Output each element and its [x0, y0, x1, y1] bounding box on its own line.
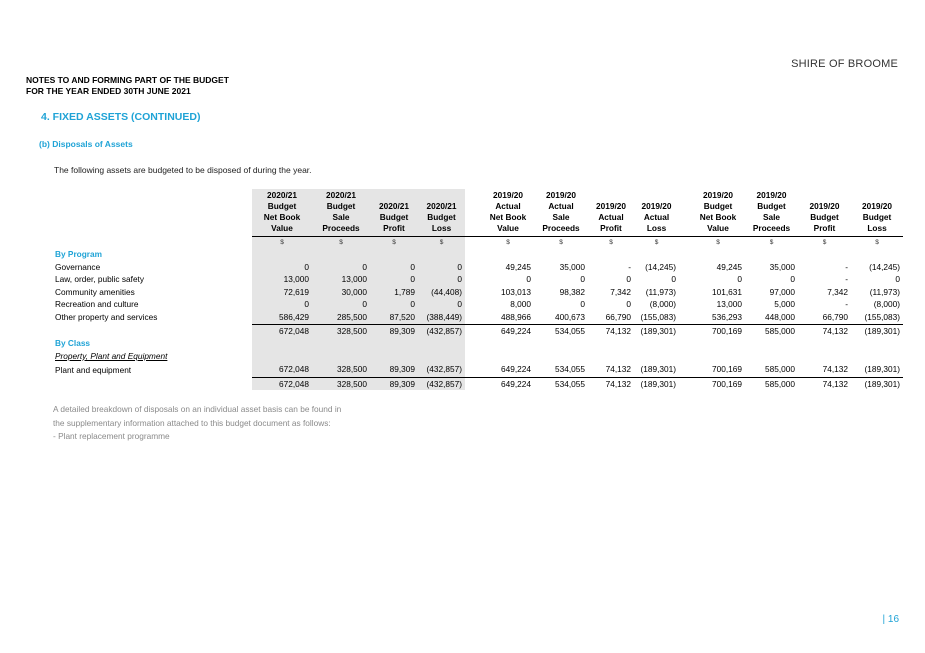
unit-cell: $ — [312, 237, 370, 249]
empty-cell — [634, 337, 679, 350]
empty-cell — [588, 337, 634, 350]
notes-line-2: FOR THE YEAR ENDED 30TH JUNE 2021 — [26, 86, 191, 96]
header-row — [52, 189, 903, 237]
empty-cell — [312, 337, 370, 350]
column-header-line: Proceeds — [752, 223, 791, 233]
column-header — [370, 189, 418, 237]
value-cell: 488,966 — [501, 311, 531, 322]
column-header-line: Value — [271, 223, 293, 233]
gap-cell — [679, 362, 691, 377]
value-cell: 101,631 — [712, 286, 742, 297]
value-cell: 448,000 — [765, 311, 795, 322]
column-header-line: Budget — [267, 201, 297, 211]
column-header-line: Budget — [862, 212, 892, 222]
value-cell: (432,857) — [418, 362, 465, 377]
value-cell: 328,500 — [312, 324, 370, 337]
value-cell: 87,520 — [370, 311, 418, 324]
empty-cell — [534, 337, 588, 350]
value-cell: 30,000 — [312, 286, 370, 299]
row-label: Law, order, public safety — [55, 274, 145, 285]
value-cell: (189,301) — [851, 377, 903, 390]
value-cell: 0 — [626, 274, 631, 285]
column-header-line: 2020/21 — [326, 190, 356, 200]
empty-cell — [252, 248, 312, 261]
value-cell: 0 — [370, 261, 418, 274]
value-cell: 0 — [370, 273, 418, 286]
subsection-title: (b) Disposals of Assets — [39, 139, 133, 149]
value-cell: 35,000 — [559, 261, 585, 272]
gap-cell — [679, 261, 691, 274]
value-cell: 1,789 — [370, 286, 418, 299]
empty-cell — [482, 350, 534, 363]
empty-cell — [798, 350, 851, 363]
value-cell: 0 — [526, 274, 531, 285]
intro-text: The following assets are budgeted to be disposed of during the year. — [54, 165, 312, 175]
organisation-name: SHIRE OF BROOME — [791, 58, 898, 70]
column-header-line: Loss — [431, 223, 452, 233]
column-header — [482, 189, 534, 237]
column-header-line: Budget — [810, 212, 839, 222]
value-cell: 0 — [418, 273, 465, 286]
value-cell: 5,000 — [774, 299, 795, 310]
empty-cell — [634, 350, 679, 363]
value-cell: 74,132 — [798, 377, 851, 390]
column-header-line: 2019/20 — [546, 190, 576, 200]
row-label: Governance — [55, 261, 101, 272]
unit-cell: $ — [851, 237, 903, 249]
column-header-line: Budget — [379, 212, 409, 222]
column-header-line: Profit — [383, 223, 405, 233]
gap-cell — [465, 324, 482, 337]
unit-cell: $ — [798, 237, 851, 249]
column-header-line: Net Book — [699, 212, 737, 222]
empty-cell — [252, 337, 312, 350]
row-label: Recreation and culture — [55, 299, 139, 310]
empty-cell — [745, 248, 798, 261]
value-cell: 0 — [790, 274, 795, 285]
value-cell: (189,301) — [634, 377, 679, 390]
gap-cell — [679, 273, 691, 286]
unit-cell: $ — [252, 237, 312, 249]
value-cell: 700,169 — [691, 377, 745, 390]
footnote-line-1: A detailed breakdown of disposals on an individual asset basis can be found in — [53, 404, 342, 414]
value-cell: 700,169 — [712, 364, 742, 375]
table-row — [52, 311, 903, 324]
value-cell: 74,132 — [588, 324, 634, 337]
gap-cell — [679, 324, 691, 337]
gap-cell — [679, 237, 691, 249]
gap-cell — [679, 311, 691, 324]
column-header-line: 2019/20 — [641, 201, 672, 211]
column-header-line: Budget — [427, 212, 456, 222]
gap-cell — [465, 248, 482, 261]
gap-cell — [679, 298, 691, 311]
column-header-line: Actual — [495, 201, 521, 211]
value-cell: (14,245) — [869, 261, 900, 272]
column-header — [312, 189, 370, 237]
column-header-line: Sale — [762, 212, 781, 222]
total-spacer — [52, 324, 252, 337]
value-cell: 585,000 — [745, 377, 798, 390]
value-cell: 672,048 — [252, 324, 312, 337]
column-header-line: Proceeds — [542, 223, 580, 233]
empty-cell — [745, 350, 798, 363]
value-cell: 7,342 — [827, 286, 848, 297]
column-header-line: 2020/21 — [426, 201, 457, 211]
empty-cell — [851, 248, 903, 261]
gap-cell — [465, 377, 482, 390]
column-header-line: Loss — [867, 223, 887, 233]
value-cell: 0 — [580, 274, 585, 285]
class-subheading — [52, 350, 903, 363]
row-label: Other property and services — [55, 312, 158, 323]
value-cell: 534,055 — [534, 377, 588, 390]
column-header — [252, 189, 312, 237]
column-header-line: 2019/20 — [703, 190, 733, 200]
units-row — [52, 237, 903, 249]
gap-cell — [465, 362, 482, 377]
value-cell: (432,857) — [418, 324, 465, 337]
empty-cell — [370, 350, 418, 363]
value-cell: (8,000) — [873, 299, 900, 310]
value-cell: 0 — [626, 299, 631, 310]
value-cell: 649,224 — [501, 364, 531, 375]
section-title: 4. FIXED ASSETS (CONTINUED) — [41, 111, 201, 123]
unit-cell: $ — [588, 237, 634, 249]
gap-cell — [465, 237, 482, 249]
column-header-line: Actual — [598, 212, 624, 222]
value-cell: 285,500 — [312, 311, 370, 324]
column-header-line: Value — [497, 223, 519, 233]
column-header-line: Loss — [646, 223, 667, 233]
gap-cell — [465, 286, 482, 299]
value-cell: 0 — [418, 298, 465, 311]
column-header-line: Profit — [600, 223, 622, 233]
value-cell: 0 — [370, 298, 418, 311]
empty-cell — [798, 337, 851, 350]
gap-cell — [679, 337, 691, 350]
unit-cell: $ — [482, 237, 534, 249]
value-cell: 89,309 — [370, 362, 418, 377]
footnote-line-2: the supplementary information attached to this budget document as follows: — [53, 417, 331, 428]
gap-cell — [679, 350, 691, 363]
column-header-line: 2019/20 — [809, 201, 840, 211]
unit-cell: $ — [534, 237, 588, 249]
value-cell: 13,000 — [312, 273, 370, 286]
column-header — [691, 189, 745, 237]
empty-cell — [312, 248, 370, 261]
column-header-line: Actual — [548, 201, 574, 211]
column-header-line: 2019/20 — [756, 190, 787, 200]
value-cell: 0 — [252, 261, 312, 274]
value-cell: (189,301) — [864, 364, 900, 375]
column-header — [851, 189, 903, 237]
unit-cell: $ — [745, 237, 798, 249]
value-cell: 649,224 — [482, 324, 534, 337]
empty-cell — [252, 350, 312, 363]
class-subheading-label: Property, Plant and Equipment — [55, 350, 168, 361]
gap-cell — [465, 350, 482, 363]
value-cell: 74,132 — [798, 324, 851, 337]
column-header-line: 2019/20 — [596, 201, 626, 211]
column-header-line: Actual — [643, 212, 670, 222]
value-cell: 72,619 — [252, 286, 312, 299]
value-cell: - — [845, 274, 848, 285]
value-cell: 0 — [737, 274, 742, 285]
value-cell: 97,000 — [769, 286, 795, 297]
value-cell: (189,301) — [851, 324, 903, 337]
table-row — [52, 362, 903, 377]
column-header — [634, 189, 679, 237]
value-cell: 74,132 — [822, 364, 848, 375]
notes-heading — [26, 75, 229, 97]
column-header-line: Net Book — [489, 212, 527, 222]
value-cell: 8,000 — [510, 299, 531, 310]
page-number: | 16 — [882, 614, 899, 625]
column-header-line: Value — [707, 223, 729, 233]
empty-cell — [312, 350, 370, 363]
column-header-line: Net Book — [263, 212, 301, 222]
value-cell: 585,000 — [745, 324, 798, 337]
value-cell: 49,245 — [716, 261, 742, 272]
column-header-line: 2020/21 — [379, 201, 409, 211]
program-total-row — [52, 324, 903, 337]
value-cell: 0 — [580, 299, 585, 310]
table-row — [52, 298, 903, 311]
value-cell: 672,048 — [252, 362, 312, 377]
empty-cell — [691, 350, 745, 363]
value-cell: 66,790 — [822, 311, 848, 322]
by-program-heading — [52, 248, 903, 261]
column-header — [588, 189, 634, 237]
gap-cell — [465, 273, 482, 286]
header-spacer — [52, 189, 252, 237]
gap-cell — [465, 261, 482, 274]
column-header-line: Budget — [703, 201, 733, 211]
value-cell: 35,000 — [769, 261, 795, 272]
value-cell: 534,055 — [555, 364, 585, 375]
by-program-heading-label: By Program — [55, 249, 103, 259]
value-cell: 0 — [312, 261, 370, 274]
value-cell: (155,083) — [864, 311, 900, 322]
by-class-heading-label: By Class — [55, 338, 91, 349]
value-cell: (155,083) — [640, 311, 676, 322]
gap-cell — [465, 298, 482, 311]
empty-cell — [691, 337, 745, 350]
value-cell: 534,055 — [534, 324, 588, 337]
column-header-line: 2020/21 — [267, 190, 297, 200]
column-header — [534, 189, 588, 237]
value-cell: - — [628, 261, 631, 272]
value-cell: 66,790 — [605, 311, 631, 322]
empty-cell — [798, 248, 851, 261]
unit-cell: $ — [370, 237, 418, 249]
value-cell: 7,342 — [610, 286, 631, 297]
gap-cell — [679, 377, 691, 390]
empty-cell — [418, 337, 465, 350]
table-row — [52, 273, 903, 286]
empty-cell — [588, 350, 634, 363]
value-cell: 13,000 — [716, 299, 742, 310]
column-header-line: Sale — [332, 212, 350, 222]
value-cell: 89,309 — [370, 377, 418, 390]
empty-cell — [634, 248, 679, 261]
value-cell: 672,048 — [252, 377, 312, 390]
value-cell: 400,673 — [555, 311, 585, 322]
units-spacer — [52, 237, 252, 249]
gap-cell — [679, 286, 691, 299]
value-cell: (44,408) — [418, 286, 465, 299]
value-cell: - — [845, 261, 848, 272]
gap-cell — [465, 337, 482, 350]
value-cell: 328,500 — [312, 362, 370, 377]
value-cell: 89,309 — [370, 324, 418, 337]
unit-cell: $ — [418, 237, 465, 249]
value-cell: (432,857) — [418, 377, 465, 390]
empty-cell — [851, 350, 903, 363]
value-cell: (11,973) — [645, 286, 676, 297]
empty-cell — [588, 248, 634, 261]
value-cell: 13,000 — [252, 273, 312, 286]
value-cell: (11,973) — [869, 286, 900, 297]
column-header-line: Sale — [552, 212, 570, 222]
empty-cell — [534, 248, 588, 261]
empty-cell — [745, 337, 798, 350]
gap-cell — [679, 189, 691, 237]
empty-cell — [418, 350, 465, 363]
value-cell: 328,500 — [312, 377, 370, 390]
gap-cell — [465, 189, 482, 237]
value-cell: 585,000 — [765, 364, 795, 375]
empty-cell — [370, 248, 418, 261]
column-header-line: 2019/20 — [862, 201, 892, 211]
footnote — [53, 403, 341, 444]
value-cell: 0 — [312, 298, 370, 311]
gap-cell — [465, 311, 482, 324]
value-cell: 49,245 — [505, 261, 531, 272]
table-row — [52, 261, 903, 274]
value-cell: (388,449) — [418, 311, 465, 324]
total-spacer — [52, 377, 252, 390]
row-label: Community amenities — [55, 286, 135, 297]
table-row — [52, 286, 903, 299]
value-cell: 98,382 — [559, 286, 585, 297]
unit-cell: $ — [691, 237, 745, 249]
disposals-table — [52, 189, 903, 390]
empty-cell — [482, 337, 534, 350]
empty-cell — [691, 248, 745, 261]
column-header-line: Proceeds — [322, 223, 360, 233]
empty-cell — [851, 337, 903, 350]
column-header — [745, 189, 798, 237]
by-class-heading — [52, 337, 903, 350]
unit-cell: $ — [634, 237, 679, 249]
column-header-line: Profit — [813, 223, 836, 233]
value-cell: 700,169 — [691, 324, 745, 337]
value-cell: 0 — [418, 261, 465, 274]
empty-cell — [418, 248, 465, 261]
value-cell: (189,301) — [634, 324, 679, 337]
column-header-line: Budget — [326, 201, 356, 211]
value-cell: (14,245) — [645, 261, 676, 272]
class-total-row — [52, 377, 903, 390]
value-cell: 586,429 — [252, 311, 312, 324]
column-header-line: 2019/20 — [493, 190, 523, 200]
value-cell: 103,013 — [501, 286, 531, 297]
value-cell: 74,132 — [605, 364, 631, 375]
value-cell: 0 — [671, 274, 676, 285]
empty-cell — [534, 350, 588, 363]
value-cell: (8,000) — [649, 299, 676, 310]
value-cell: 0 — [895, 274, 900, 285]
value-cell: (189,301) — [640, 364, 676, 375]
column-header — [798, 189, 851, 237]
notes-line-1: NOTES TO AND FORMING PART OF THE BUDGET — [26, 75, 229, 85]
value-cell: 536,293 — [712, 311, 742, 322]
value-cell: 74,132 — [588, 377, 634, 390]
column-header-line: Budget — [757, 201, 786, 211]
gap-cell — [679, 248, 691, 261]
empty-cell — [370, 337, 418, 350]
footnote-line-3: - Plant replacement programme — [53, 431, 170, 441]
value-cell: 0 — [252, 298, 312, 311]
column-header — [418, 189, 465, 237]
empty-cell — [482, 248, 534, 261]
value-cell: - — [845, 299, 848, 310]
row-label: Plant and equipment — [55, 364, 132, 375]
value-cell: 649,224 — [482, 377, 534, 390]
